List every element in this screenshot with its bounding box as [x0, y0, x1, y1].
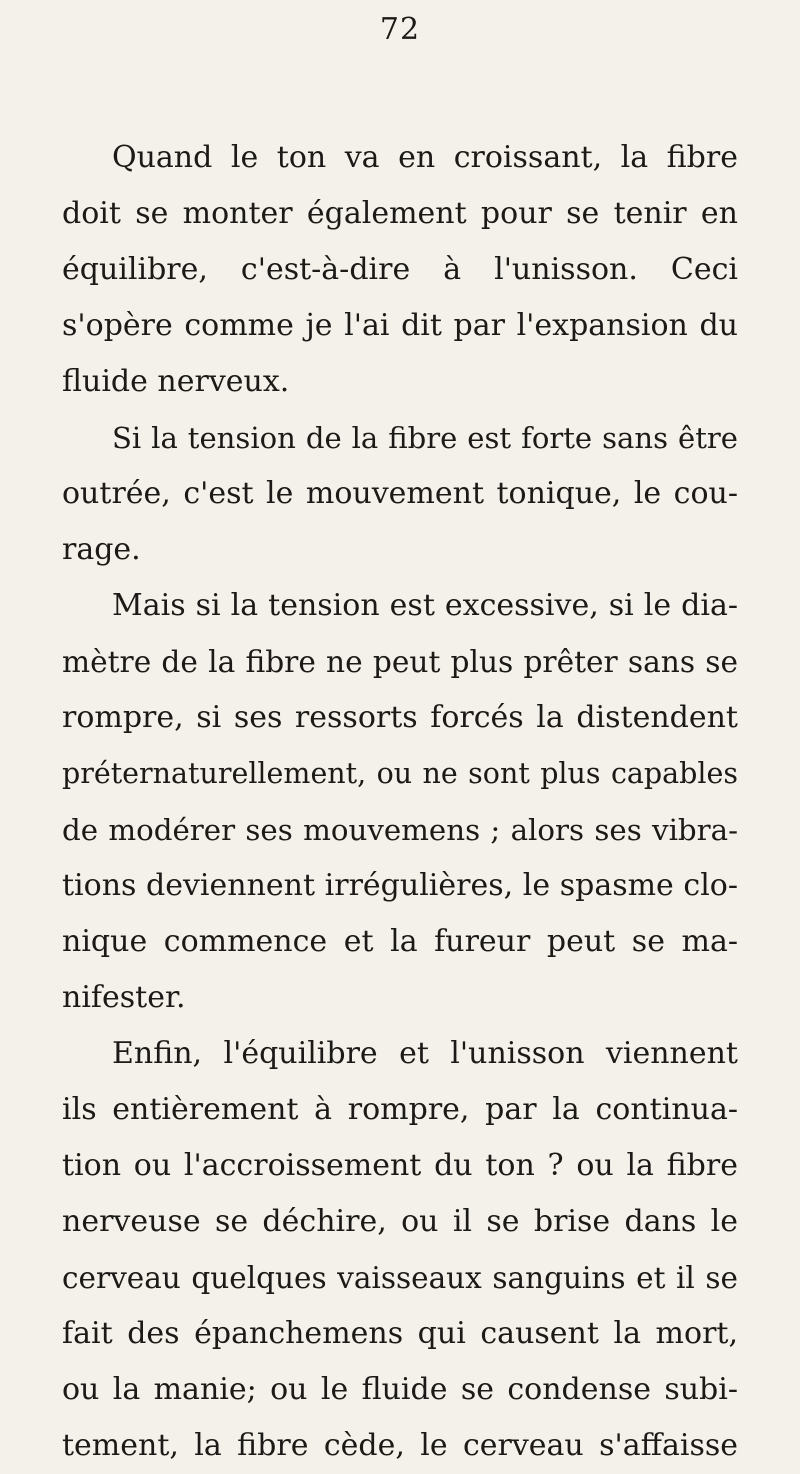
- text-line: nique commence et la fureur peut se ma-: [62, 924, 738, 959]
- text-line: nifester.: [62, 980, 186, 1015]
- text-line: Si la tension de la fibre est forte sans être: [112, 421, 738, 455]
- text-line: rage.: [62, 532, 141, 567]
- text-line: équilibre, c'est-à-dire à l'unisson. Ceci: [62, 252, 738, 287]
- text-line: nerveuse se déchire, ou il se brise dans le: [62, 1204, 738, 1239]
- page-number: 72: [379, 12, 421, 47]
- text-line: rompre, si ses ressorts forcés la distendent: [62, 700, 738, 735]
- body-text: [62, 130, 738, 1474]
- text-line: préternaturellement, ou ne sont plus capables: [62, 757, 738, 790]
- text-line: s'opère comme je l'ai dit par l'expansion du: [62, 308, 738, 343]
- text-line: Enfin, l'équilibre et l'unisson viennent: [112, 1036, 738, 1071]
- text-line: de modérer ses mouvemens ; alors ses vibra-: [62, 813, 738, 847]
- text-line: cerveau quelques vaisseaux sanguins et il se: [62, 1261, 738, 1295]
- text-line: ou la manie; ou le fluide se condense subi-: [62, 1372, 738, 1407]
- text-line: fluide nerveux.: [62, 364, 290, 399]
- text-line: mètre de la fibre ne peut plus prêter sans se: [62, 644, 738, 679]
- text-line: doit se monter également pour se tenir en: [62, 196, 738, 231]
- text-line: tement, la fibre cède, le cerveau s'affaisse: [62, 1428, 738, 1463]
- text-line: Mais si la tension est excessive, si le dia-: [112, 588, 738, 623]
- text-line: tions deviennent irrégulières, le spasme clo-: [62, 868, 738, 903]
- text-line: tion ou l'accroissement du ton ? ou la fibre: [62, 1148, 738, 1183]
- text-line: outrée, c'est le mouvement tonique, le cou-: [62, 476, 738, 511]
- text-line: Quand le ton va en croissant, la fibre: [112, 140, 738, 175]
- text-line: fait des épanchemens qui causent la mort,: [62, 1316, 738, 1351]
- text-line: ils entièrement à rompre, par la continua-: [62, 1092, 738, 1127]
